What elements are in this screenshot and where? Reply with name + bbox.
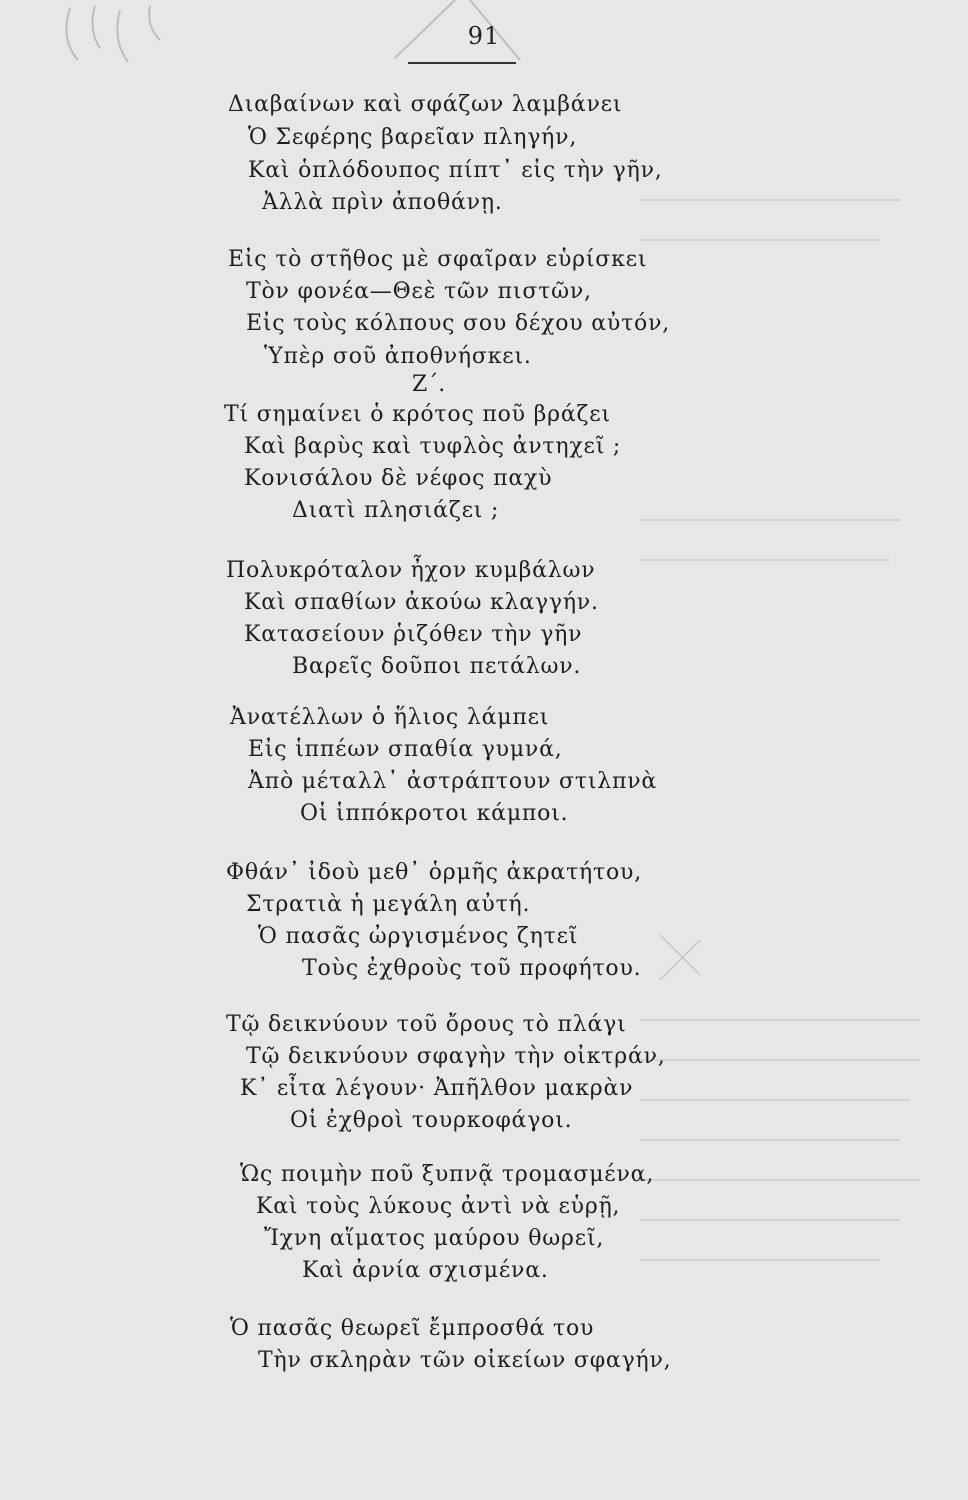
poem-line: Οἱ ἐχθροὶ τουρκοφάγοι. — [290, 1108, 573, 1133]
poem-line: Διατὶ πλησιάζει ; — [292, 498, 500, 523]
poem-line: Εἰς ἱππέων σπαθία γυμνά, — [248, 737, 563, 762]
poem-line: Πολυκρόταλον ἦχον κυμβάλων — [226, 558, 596, 583]
poem-line: Ἀνατέλλων ὁ ἥλιος λάμπει — [230, 705, 550, 730]
poem-line: Εἰς τὸ στῆθος μὲ σφαῖραν εὑρίσκει — [228, 247, 648, 272]
poem-line: Τὸν φονέα—Θεὲ τῶν πιστῶν, — [246, 279, 592, 304]
poem-line: Οἱ ἱππόκροτοι κάμποι. — [300, 801, 569, 826]
poem-line: Τί σημαίνει ὁ κρότος ποῦ βράζει — [224, 402, 611, 427]
poem-line: Ὁ πασᾶς θεωρεῖ ἔμπροσθά του — [230, 1316, 595, 1341]
poem-line: Τῷ δεικνύουν σφαγὴν τὴν οἰκτράν, — [246, 1044, 666, 1069]
poem-line: Βαρεῖς δοῦποι πετάλων. — [292, 654, 582, 679]
poem-line: Κ᾽ εἶτα λέγουν· Ἀπῆλθον μακρὰν — [240, 1076, 634, 1101]
poem-line: Τὴν σκληρὰν τῶν οἰκείων σφαγήν, — [258, 1348, 672, 1373]
poem-line: Εἰς τοὺς κόλπους σου δέχου αὐτόν, — [246, 311, 671, 336]
poem-line: Ὑπὲρ σοῦ ἀποθνήσκει. — [264, 344, 532, 369]
poem-line: Καὶ τοὺς λύκους ἀντὶ νὰ εὑρῇ, — [256, 1194, 621, 1219]
page-number: 91 — [467, 22, 501, 50]
poem-line: Ὁ πασᾶς ὠργισμένος ζητεῖ — [258, 924, 579, 949]
poem-line: Φθάν᾽ ἰδοὺ μεθ᾽ ὁρμῆς ἀκρατήτου, — [226, 860, 643, 885]
poem-line: Στρατιὰ ἡ μεγάλη αὐτή. — [246, 892, 531, 917]
poem-line: Ὁ Σεφέρης βαρεῖαν πληγήν, — [248, 125, 578, 150]
poem-line: Τοὺς ἐχθροὺς τοῦ προφήτου. — [302, 956, 642, 981]
poem-line: Ἀπὸ μέταλλ᾽ ἀστράπτουν στιλπνὰ — [248, 769, 658, 794]
poem-line: Ἀλλὰ πρὶν ἀποθάνῃ. — [262, 190, 503, 215]
poem-line: Διαβαίνων καὶ σφάζων λαμβάνει — [228, 92, 623, 117]
poem-line: Ἴχνη αἵματος μαύρου θωρεῖ, — [264, 1226, 605, 1251]
poem-line: Τῷ δεικνύουν τοῦ ὄρους τὸ πλάγι — [226, 1012, 627, 1037]
poem-line: Καὶ ἀρνία σχισμένα. — [302, 1258, 549, 1283]
section-heading: Ζ΄. — [412, 372, 446, 397]
poem-line: Κατασείουν ῥιζόθεν τὴν γῆν — [244, 622, 583, 647]
poem-line: Ὡς ποιμὴν ποῦ ξυπνᾷ τρομασμένα, — [240, 1162, 655, 1187]
poem-line: Καὶ ὁπλόδουπος πίπτ᾽ εἰς τὴν γῆν, — [248, 158, 663, 183]
poem-line: Κονισάλου δὲ νέφος παχὺ — [244, 466, 553, 491]
poem-line: Καὶ σπαθίων ἀκούω κλαγγήν. — [244, 590, 599, 615]
poem-line: Καὶ βαρὺς καὶ τυφλὸς ἀντηχεῖ ; — [244, 434, 622, 459]
